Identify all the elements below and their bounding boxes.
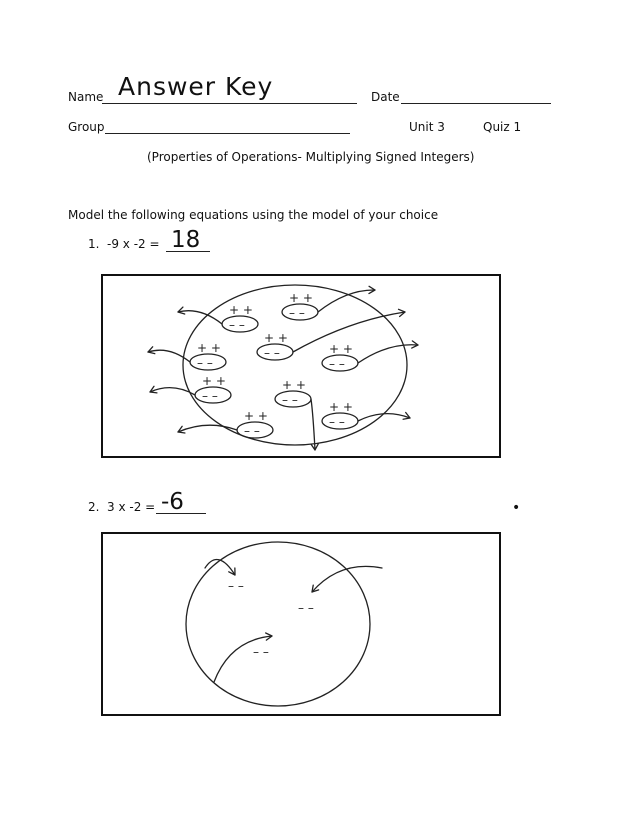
zero-pair-plus: + + xyxy=(202,374,226,388)
zero-pair-plus: + + xyxy=(229,303,253,317)
add-arrow xyxy=(214,636,272,682)
zero-pair-plus: + + xyxy=(329,342,353,356)
add-arrow-head xyxy=(229,568,235,575)
group-label: Group xyxy=(68,120,105,134)
zero-pair-plus: + + xyxy=(264,331,288,345)
problem-1-answer: 18 xyxy=(171,227,201,253)
margin-dot: • xyxy=(512,500,521,516)
zero-pair-plus: + + xyxy=(197,341,221,355)
zero-pair-minus: – – xyxy=(264,346,280,360)
zero-pair-minus: – – xyxy=(329,357,345,371)
remove-arrow xyxy=(311,399,315,450)
zero-pair-minus: – – xyxy=(282,393,298,407)
zero-pair-minus: – – xyxy=(229,318,245,332)
zero-pair-plus: + + xyxy=(244,409,268,423)
name-label: Name xyxy=(68,90,104,104)
zero-pair-minus: – – xyxy=(329,415,345,429)
problem-1-number: 1. xyxy=(88,237,100,251)
negative-pair: – – xyxy=(253,645,269,659)
zero-pair-plus: + + xyxy=(282,378,306,392)
zero-pair-minus: – – xyxy=(202,389,218,403)
zero-pair-minus: – – xyxy=(197,356,213,370)
problem-2-equation: 3 x -2 = xyxy=(107,500,156,514)
problem-2-number: 2. xyxy=(88,500,100,514)
subtitle: (Properties of Operations- Multiplying Signed Integers) xyxy=(147,150,475,164)
zero-pair-plus: + + xyxy=(289,291,313,305)
date-label: Date xyxy=(371,90,400,104)
zero-pair-minus: – – xyxy=(244,424,260,438)
quiz-label: Quiz 1 xyxy=(483,120,522,134)
zero-pair-minus: – – xyxy=(289,306,305,320)
remove-arrow xyxy=(358,414,410,421)
problem-2-answer: -6 xyxy=(161,489,184,515)
unit-label: Unit 3 xyxy=(409,120,445,134)
remove-arrow xyxy=(358,345,418,363)
instructions: Model the following equations using the model of your choice xyxy=(68,208,439,222)
problem-1-equation: -9 x -2 = xyxy=(107,237,160,251)
negative-pair: – – xyxy=(298,601,314,615)
negative-pair: – – xyxy=(228,579,244,593)
name-value: Answer Key xyxy=(118,72,274,101)
zero-pair-plus: + + xyxy=(329,400,353,414)
